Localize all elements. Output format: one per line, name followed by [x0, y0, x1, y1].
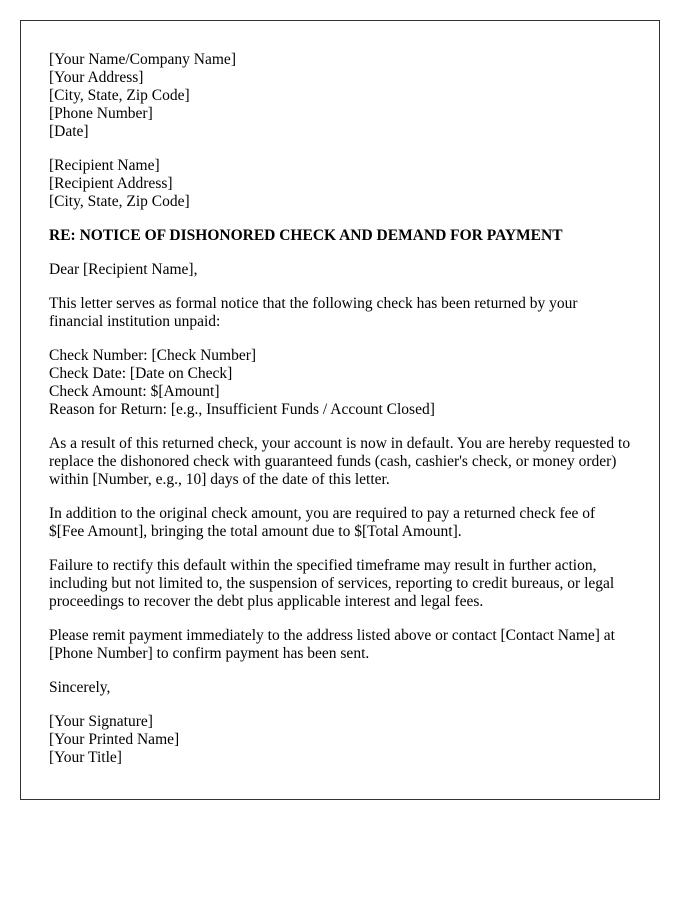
intro-paragraph: This letter serves as formal notice that the following check has been returned by your financial institution unpaid: — [49, 295, 578, 330]
printed-name-line: [Your Printed Name] — [49, 731, 180, 748]
subject-line: RE: NOTICE OF DISHONORED CHECK AND DEMAND FOR PAYMENT — [49, 227, 563, 244]
title-line: [Your Title] — [49, 749, 122, 766]
sender-city: [City, State, Zip Code] — [49, 87, 190, 104]
remit-paragraph: Please remit payment immediately to the address listed above or contact [Contact Name] at [Phone Number] to confirm payment has been sent. — [49, 627, 615, 662]
check-details-block — [49, 347, 631, 419]
sender-block — [49, 51, 631, 141]
sender-phone: [Phone Number] — [49, 105, 153, 122]
signature-line: [Your Signature] — [49, 713, 153, 730]
sender-address: [Your Address] — [49, 69, 144, 86]
signature-block — [49, 713, 631, 767]
sender-date: [Date] — [49, 123, 89, 140]
check-reason: Reason for Return: [e.g., Insufficient Funds / Account Closed] — [49, 401, 435, 418]
recipient-city: [City, State, Zip Code] — [49, 193, 190, 210]
check-number: Check Number: [Check Number] — [49, 347, 257, 364]
recipient-address: [Recipient Address] — [49, 175, 173, 192]
closing: Sincerely, — [49, 679, 111, 696]
letter-page — [20, 20, 660, 800]
default-paragraph: As a result of this returned check, your account is now in default. You are hereby requested to replace the dishonored check with guaranteed funds (cash, cashier's check, or money order) within [Number, e.g., 10] days of the date of this letter. — [49, 435, 631, 488]
recipient-name: [Recipient Name] — [49, 157, 160, 174]
salutation: Dear [Recipient Name], — [49, 261, 198, 278]
fee-paragraph: In addition to the original check amount, you are required to pay a returned check fee of $[Fee Amount], bringing the total amount due to $[Total Amount]. — [49, 505, 596, 540]
failure-paragraph: Failure to rectify this default within the specified timeframe may result in further action, including but not limited to, the suspension of services, reporting to credit bureaus, or legal proceedings to recover the debt plus applicable interest and legal fees. — [49, 557, 615, 610]
recipient-block — [49, 157, 631, 211]
sender-name: [Your Name/Company Name] — [49, 51, 236, 68]
check-date: Check Date: [Date on Check] — [49, 365, 233, 382]
check-amount: Check Amount: $[Amount] — [49, 383, 220, 400]
